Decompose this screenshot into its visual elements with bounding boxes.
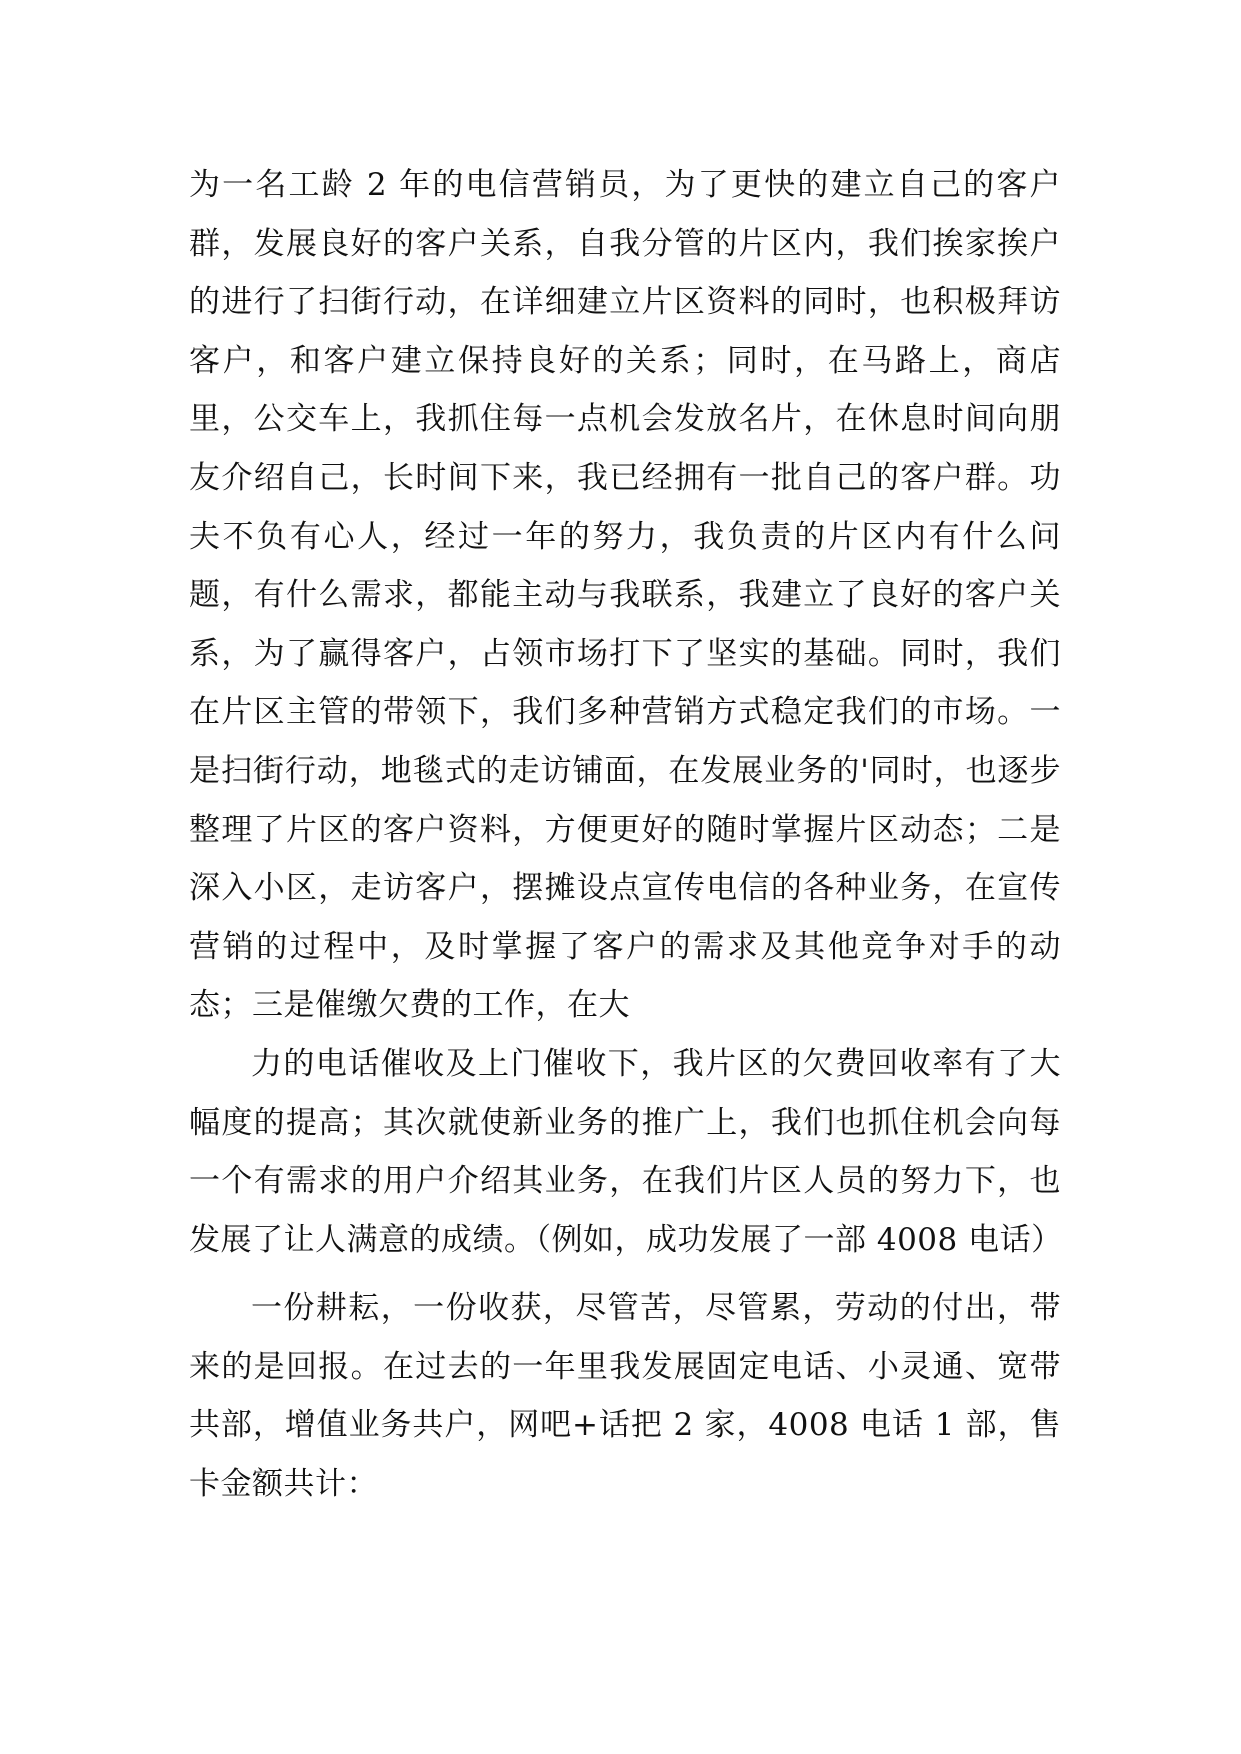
paragraph-1: 为一名工龄 2 年的电信营销员，为了更快的建立自己的客户群，发展良好的客户关系，自我分管的片区内，我们挨家挨户的进行了扫街行动，在详细建立片区资料的同时，也积极拜访客户，和客户建立保持良好的关系；同时，在马路上，商店里，公交车上，我抓住每一点机会发放名片，在休息时间向朋友介绍自己，长时间下来，我已经拥有一批自己的客户群。功夫不负有心人，经过一年的努力，我负责的片区内有什么问题，有什么需求，都能主动与我联系，我建立了良好的客户关系，为了赢得客户，占领市场打下了坚实的基础。同时，我们在片区主管的带领下，我们多种营销方式稳定我们的市场。一是扫街行动，地毯式的走访铺面，在发展业务的'同时，也逐步整理了片区的客户资料，方便更好的随时掌握片区动态；二是深入小区，走访客户，摆摊设点宣传电信的各种业务，在宣传营销的过程中，及时掌握了客户的需求及其他竞争对手的动态；三是催缴欠费的工作，在大 [189, 167, 1061, 1024]
paragraph-2: 力的电话催收及上门催收下，我片区的欠费回收率有了大幅度的提高；其次就使新业务的推广上，我们也抓住机会向每一个有需求的用户介绍其业务，在我们片区人员的努力下，也发展了让人满意的成绩。（例如，成功发展了一部 4008 电话） [189, 1045, 1063, 1258]
paragraph-3: 一份耕耘，一份收获，尽管苦，尽管累，劳动的付出，带来的是回报。在过去的一年里我发展固定电话、小灵通、宽带共部，增值业务共户，网吧+话把 2 家，4008 电话 1 部，售卡金额共计： [189, 1290, 1061, 1503]
document-body [189, 156, 1061, 1514]
